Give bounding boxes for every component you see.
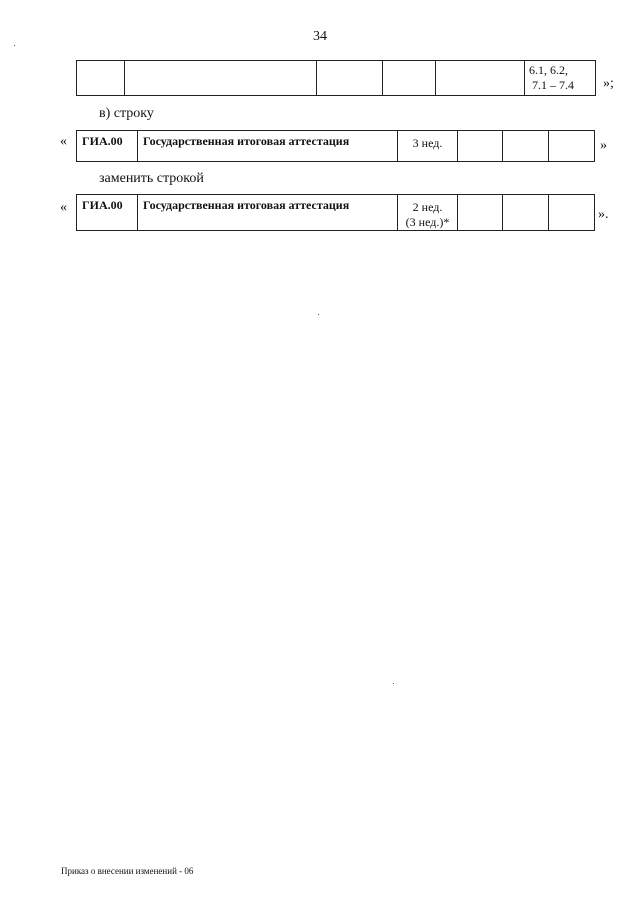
table-cell-empty (125, 61, 317, 96)
scan-speck (318, 314, 319, 315)
close-quote: ». (598, 207, 609, 222)
row-title: Государственная итоговая аттестация (143, 134, 350, 148)
competence-refs-line2: 7.1 – 7.4 (532, 78, 574, 92)
duration-cell (398, 195, 458, 231)
scan-speck (14, 45, 15, 46)
table-cell-empty (549, 195, 595, 231)
title-cell (138, 195, 398, 231)
table-cell-empty (436, 61, 525, 96)
row-title: Государственная итоговая аттестация (143, 198, 350, 212)
row-duration-line1: 2 нед. (412, 200, 443, 214)
section-label: в) строку (99, 106, 154, 121)
replace-label: заменить строкой (99, 171, 204, 186)
duration-cell (398, 131, 458, 162)
page-number: 34 (313, 29, 327, 44)
row-duration: 3 нед. (412, 136, 443, 150)
competence-refs-cell (525, 61, 596, 96)
close-quote: »; (603, 76, 614, 91)
table-new-row (76, 194, 595, 231)
close-quote: » (600, 138, 607, 153)
row-code: ГИА.00 (82, 198, 123, 212)
table-old-row (76, 130, 595, 162)
table-cell-empty (317, 61, 383, 96)
table-cell-empty (77, 61, 125, 96)
code-cell (77, 195, 138, 231)
title-cell (138, 131, 398, 162)
table-cell-empty (503, 131, 549, 162)
table-previous-row (76, 60, 596, 96)
code-cell (77, 131, 138, 162)
scan-speck (393, 683, 394, 684)
open-quote: « (60, 134, 67, 149)
table-cell-empty (549, 131, 595, 162)
row-code: ГИА.00 (82, 134, 123, 148)
row-duration-line2: (3 нед.)* (405, 215, 450, 229)
table-cell-empty (458, 131, 503, 162)
table-cell-empty (383, 61, 436, 96)
competence-refs-line1: 6.1, 6.2, (529, 63, 568, 77)
table-cell-empty (458, 195, 503, 231)
open-quote: « (60, 200, 67, 215)
table-cell-empty (503, 195, 549, 231)
footer-note: Приказ о внесении изменений - 06 (61, 866, 194, 876)
